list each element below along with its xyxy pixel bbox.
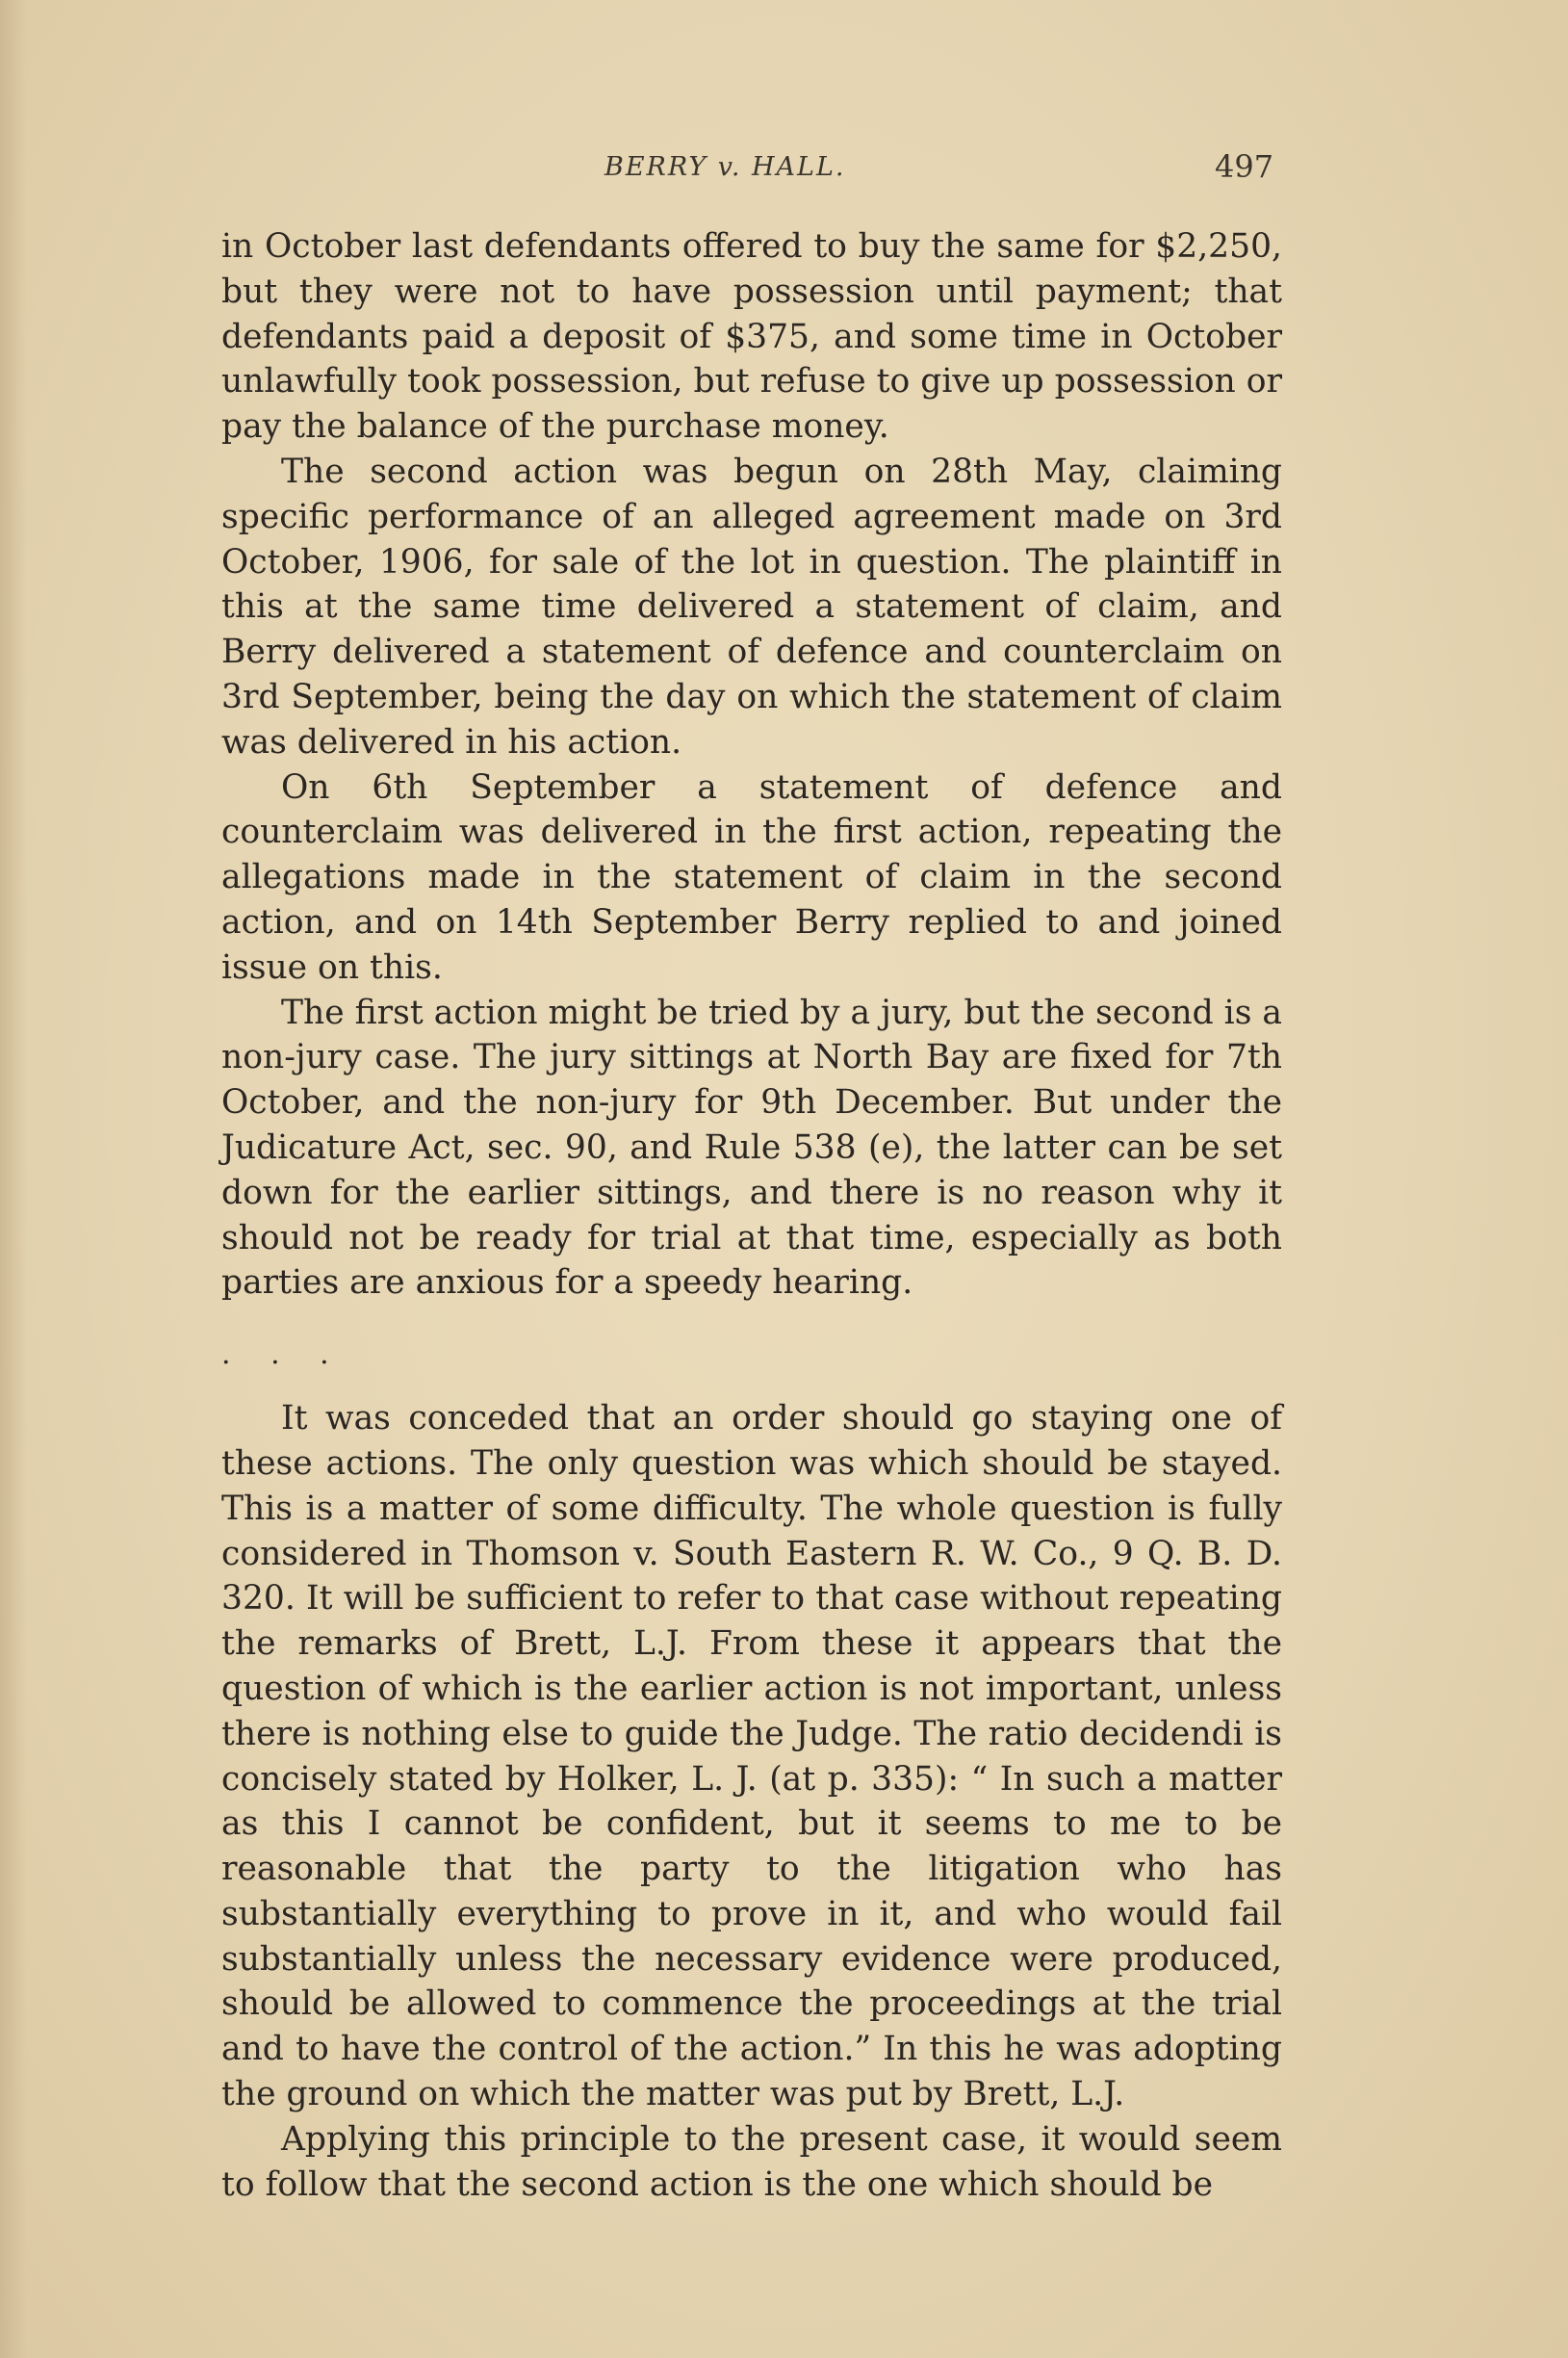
running-head [0, 146, 1568, 194]
paragraph-judgment: It was conceded that an order should go staying one of these actions. The only question was which should be stayed. This is a matter of some difficulty. The whole question is fully considered in Thomson v. South Eastern R. W. Co., 9 Q. B. D. 320. It will be sufficient to refer to that case without repeating the remarks of Brett, L.J. From these it appears that the question of which is the earlier action is not important, unless there is nothing else to guide the Judge. The ratio decidendi is concisely stated by Holker, L. J. (at p. 335): “ In such a matter as this I cannot be confident, but it seems to me to be reasonable that the party to the litigation who has substantially everything to prove in it, and who would fail substantially unless the necessary evidence were produced, should be allowed to commence the proceedings at the trial and to have the control of the action.” In this he was adopting the ground on which the matter was put by Brett, L.J. [221, 1399, 1282, 2114]
paragraph-counterclaim: On 6th September a statement of defence and counterclaim was delivered in the first action, repeating the allegations made in the statement of claim in the second action, and on 14th September Berry replied to and joined issue on this. [221, 767, 1282, 987]
page-gutter-shadow [0, 0, 27, 2358]
page-number: 497 [1215, 148, 1274, 185]
ellipsis-dots: . . . [221, 1337, 345, 1372]
paragraph-applying: Applying this principle to the present case, it would seem to follow that the second action is the one which should be [221, 2119, 1282, 2204]
paragraph-second-action: The second action was begun on 28th May, claiming specific performance of an alleged agreement made on 3rd October, 1906, for sale of the lot in question. The plaintiff in this at the same time delivered a statement of claim, and Berry delivered a statement of defence and counterclaim on 3rd September, being the day on which the statement of claim was delivered in his action. [221, 452, 1282, 762]
paragraph-jury: The first action might be tried by a jury, but the second is a non-jury case. The jury sittings at North Bay are fixed for 7th October, and the non-jury for 9th December. But under the Judicature Act, sec. 90, and Rule 538 (e), the latter can be set down for the earlier sittings, and there is no reason why it should not be ready for trial at that time, especially as both parties are anxious for a speedy hearing. [221, 993, 1282, 1303]
running-title: BERRY v. HALL. [604, 152, 846, 182]
paragraph-continued: in October last defendants offered to buy the same for $2,250, but they were not to have possession until payment; that defendants paid a deposit of $375, and some time in October unlawfully took possession, but refuse to give up possession or pay the balance of the purchase money. [221, 227, 1282, 447]
body-text [221, 224, 1282, 2207]
omission-ellipsis [221, 1306, 1282, 1396]
